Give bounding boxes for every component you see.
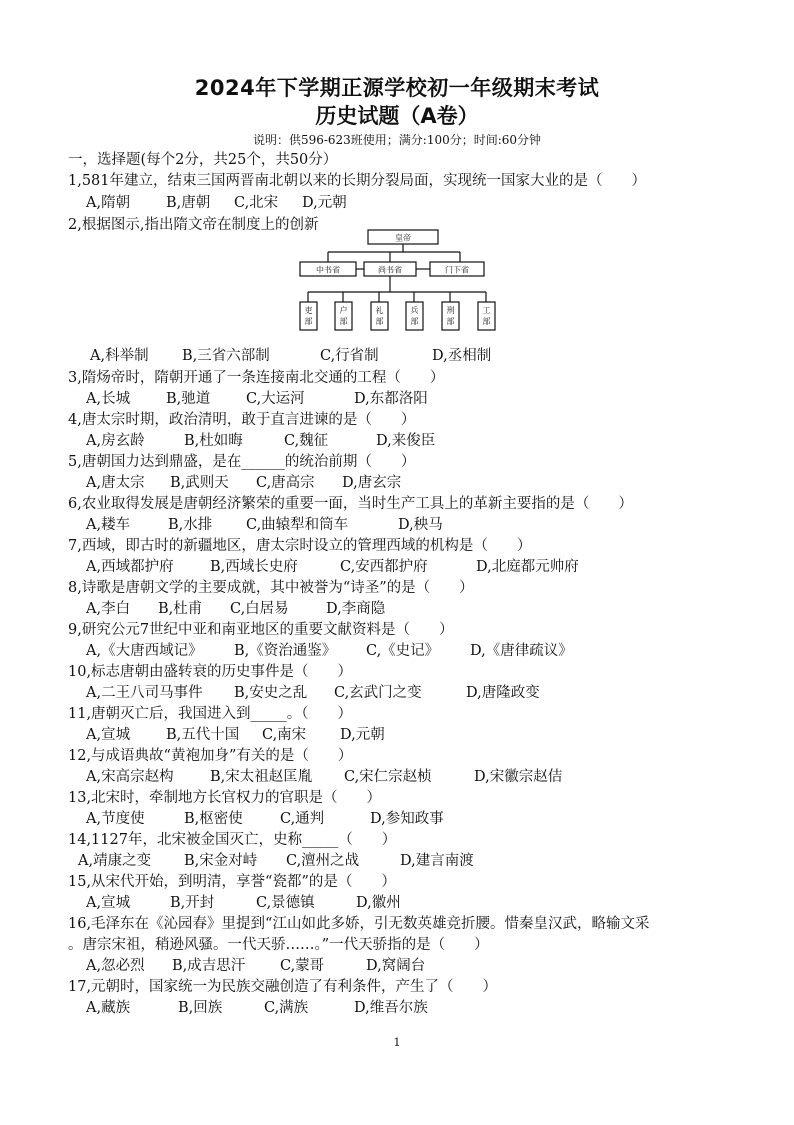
exam-title: 2024年下学期正源学校初一年级期末考试 [194, 76, 600, 100]
option-b: B,三省六部制 [182, 348, 270, 364]
option-a: A,宣城 [86, 727, 131, 743]
option-c: C,魏征 [284, 433, 329, 449]
question-3-options [86, 389, 428, 409]
option-d: D,北庭都元帅府 [476, 559, 579, 575]
question-4-options [86, 431, 435, 451]
option-a: A,西域都护府 [86, 559, 174, 575]
option-d: D,唐玄宗 [342, 475, 402, 491]
option-d: D,宋徽宗赵佶 [474, 769, 563, 785]
question-11-options [86, 725, 385, 745]
option-a: A,房玄龄 [86, 433, 145, 449]
option-a: A,《大唐西域记》 [86, 643, 203, 659]
option-a: A,隋朝 [86, 195, 131, 211]
option-d: D,元朝 [302, 195, 347, 211]
option-c: C,玄武门之变 [334, 685, 422, 701]
option-b: B,杜甫 [158, 601, 203, 617]
question-17-options [86, 998, 428, 1018]
option-b: B,回族 [178, 1000, 223, 1016]
option-c: C,景德镇 [256, 895, 315, 911]
option-c: C,行省制 [320, 348, 379, 364]
question-1-options [86, 193, 347, 213]
option-c: C,安西都护府 [340, 559, 428, 575]
option-a: A,耧车 [86, 517, 131, 533]
question-17: 17,元朝时，国家统一为民族交融创造了有利条件，产生了（ ） [68, 979, 498, 995]
question-5: 5,唐朝国力达到鼎盛，是在______的统治前期（ ） [68, 454, 416, 470]
option-c: C,北宋 [234, 195, 279, 211]
diagram-top-label: 皇帝 [395, 233, 411, 243]
question-8: 8,诗歌是唐朝文学的主要成就，其中被誉为“诗圣”的是（ ） [68, 580, 474, 596]
question-1: 1,581年建立，结束三国两晋南北朝以来的长期分裂局面，实现统一国家大业的是（ ） [68, 173, 647, 189]
question-9: 9,研究公元7世纪中亚和南亚地区的重要文献资料是（ ） [68, 622, 454, 638]
question-2-options [90, 346, 491, 366]
question-15-options [86, 893, 401, 913]
option-d: D,李商隐 [326, 601, 386, 617]
option-c: C,白居易 [230, 601, 289, 617]
option-a: A,唐太宗 [86, 475, 145, 491]
page-number: 1 [393, 1036, 401, 1049]
option-c: C,南宋 [262, 727, 307, 743]
option-d: D,东都洛阳 [354, 391, 428, 407]
option-b: B,宋金对峙 [184, 853, 258, 869]
option-c: C,《史记》 [366, 643, 440, 659]
question-7: 7,西域，即古时的新疆地区，唐太宗时设立的管理西域的机构是（ ） [68, 538, 532, 554]
question-12-options [86, 767, 562, 787]
diagram-ministry-label: 刑部 [446, 306, 455, 326]
option-d: D,窝阔台 [366, 958, 426, 974]
question-10: 10,标志唐朝由盛转衰的历史事件是（ ） [68, 664, 353, 680]
option-d: D,秧马 [398, 517, 443, 533]
option-b: B,《资治通鉴》 [234, 643, 337, 659]
option-c: C,满族 [264, 1000, 309, 1016]
question-15: 15,从宋代开始，到明清，享誉“瓷都”的是（ ） [68, 874, 396, 890]
option-b: B,杜如晦 [184, 433, 243, 449]
option-a: A,二王八司马事件 [86, 685, 203, 701]
question-16: 16,毛泽东在《沁园春》里提到“江山如此多娇，引无数英雄竞折腰。惜秦皇汉武，略输文采 [68, 916, 650, 932]
option-b: B,西域长史府 [210, 559, 298, 575]
option-c: C,通判 [280, 811, 325, 827]
option-b: B,枢密使 [184, 811, 243, 827]
section-heading: 一，选择题(每个2分，共25个，共50分） [68, 152, 338, 168]
option-d: D,来俊臣 [376, 433, 436, 449]
option-c: C,蒙哥 [280, 958, 325, 974]
diagram-middle-label-2: 尚书省 [378, 265, 402, 275]
option-b: B,水排 [168, 517, 213, 533]
question-4: 4,唐太宗时期，政治清明，敢于直言进谏的是（ ） [68, 412, 416, 428]
question-6-options [86, 515, 443, 535]
question-13: 13,北宋时，牵制地方长官权力的官职是（ ） [68, 790, 382, 806]
diagram-ministry-label: 工部 [482, 306, 491, 326]
diagram-ministry-label: 礼部 [375, 306, 384, 326]
option-c: C,大运河 [246, 391, 305, 407]
option-c: C,宋仁宗赵桢 [344, 769, 432, 785]
question-14-options [78, 851, 474, 871]
question-12: 12,与成语典故“黄袍加身”有关的是（ ） [68, 748, 353, 764]
question-16-continued: 。唐宗宋祖，稍逊风骚。一代天骄……。”一代天骄指的是（ ） [68, 937, 489, 953]
option-d: D,维吾尔族 [354, 1000, 428, 1016]
option-d: D,丞相制 [432, 348, 492, 364]
question-10-options [86, 683, 540, 703]
option-b: B,安史之乱 [234, 685, 308, 701]
question-14: 14,1127年，北宋被金国灭亡，史称_____（ ） [68, 832, 397, 848]
option-a: A,宋高宗赵构 [86, 769, 174, 785]
question-5-options [86, 473, 401, 493]
question-11: 11,唐朝灭亡后，我国进入到_____。（ ） [68, 706, 353, 722]
option-b: B,五代十国 [166, 727, 240, 743]
diagram-middle-label-1: 中书省 [316, 265, 340, 275]
option-c: C,唐高宗 [256, 475, 315, 491]
exam-note: 说明：供596-623班使用；满分:100分；时间:60分钟 [252, 133, 542, 147]
question-9-options [86, 641, 573, 661]
option-c: C,澶州之战 [286, 853, 360, 869]
option-d: D,徽州 [356, 895, 401, 911]
three-departments-diagram [290, 228, 530, 332]
option-b: B,开封 [170, 895, 215, 911]
option-c: C,曲辕犁和筒车 [246, 517, 349, 533]
option-b: B,驰道 [166, 391, 211, 407]
option-a: A,李白 [86, 601, 131, 617]
diagram-middle-label-3: 门下省 [445, 265, 469, 275]
option-a: A,科举制 [90, 348, 149, 364]
question-7-options [86, 557, 579, 577]
option-a: A,忽必烈 [86, 958, 145, 974]
diagram-ministry-label: 兵部 [410, 306, 419, 326]
question-2: 2,根据图示,指出隋文帝在制度上的创新 [68, 217, 319, 233]
question-13-options [86, 809, 444, 829]
question-3: 3,隋炀帝时，隋朝开通了一条连接南北交通的工程（ ） [68, 370, 445, 386]
option-d: D,参知政事 [370, 811, 444, 827]
option-d: D,元朝 [340, 727, 385, 743]
option-a: A,藏族 [86, 1000, 131, 1016]
option-d: D,《唐律疏议》 [470, 643, 573, 659]
diagram-ministry-label: 吏部 [304, 306, 313, 326]
option-d: D,唐隆政变 [466, 685, 540, 701]
exam-subtitle: 历史试题（A卷） [315, 104, 479, 128]
question-16-options [86, 956, 425, 976]
diagram-ministry-label: 户部 [339, 306, 348, 326]
option-a: A,长城 [86, 391, 131, 407]
option-b: B,唐朝 [166, 195, 211, 211]
option-d: D,建言南渡 [400, 853, 474, 869]
option-a: A,节度使 [86, 811, 145, 827]
question-8-options [86, 599, 385, 619]
option-a: A,宣城 [86, 895, 131, 911]
question-6: 6,农业取得发展是唐朝经济繁荣的重要一面，当时生产工具上的革新主要指的是（ ） [68, 496, 633, 512]
option-a: A,靖康之变 [78, 853, 152, 869]
option-b: B,武则天 [170, 475, 229, 491]
option-b: B,宋太祖赵匡胤 [210, 769, 313, 785]
option-b: B,成吉思汗 [172, 958, 246, 974]
